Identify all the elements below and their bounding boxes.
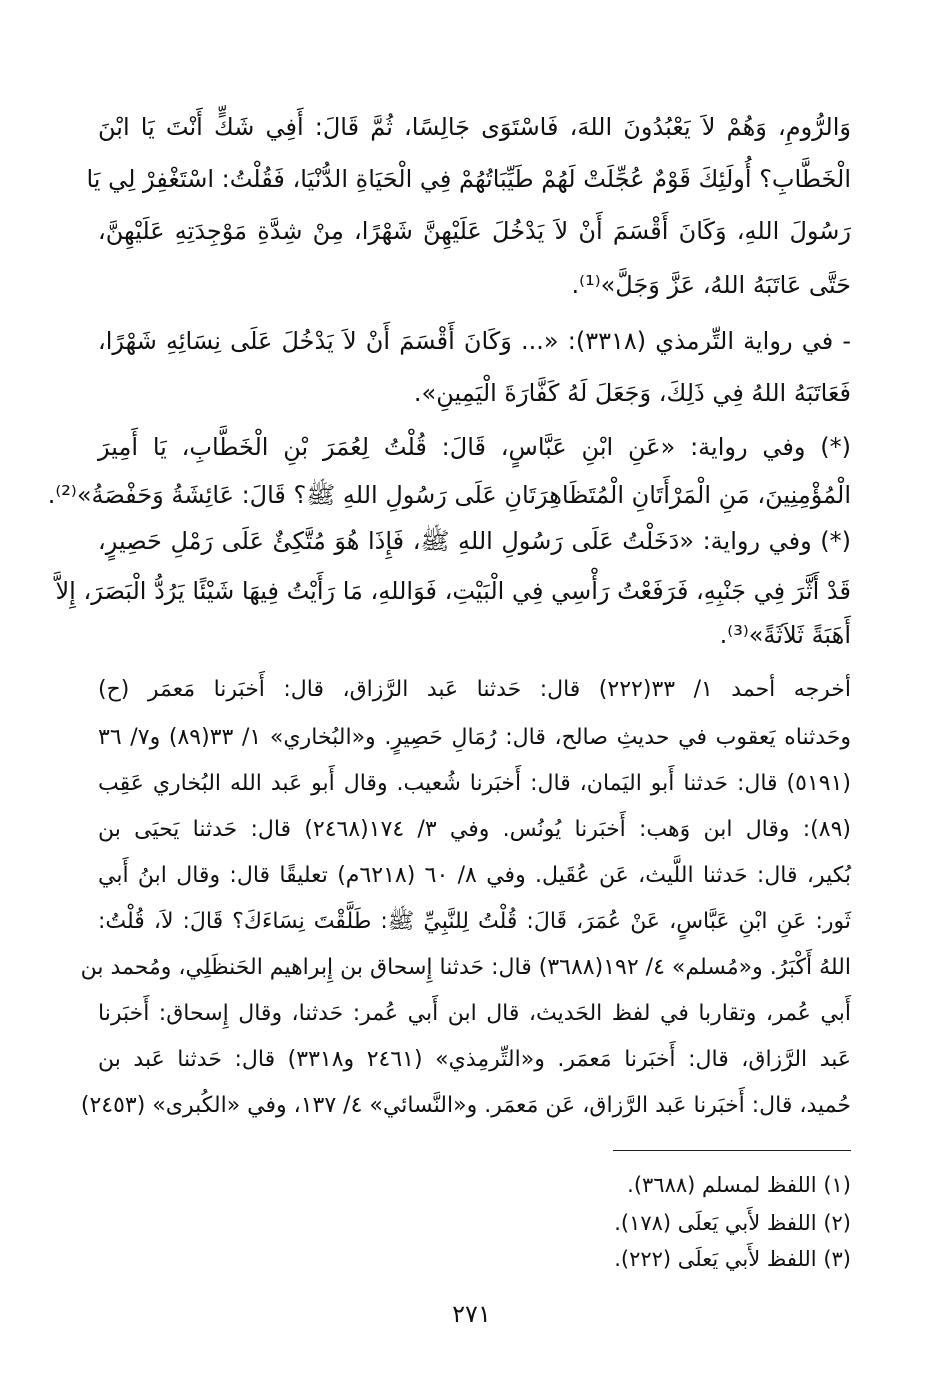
text-line: رَسُولَ اللهِ، وَكَانَ أَقْسَمَ أَنْ لاَ يَدْخُلَ عَلَيْهِنَّ شَهْرًا، مِنْ شِدَّةِ مَوْجِدَتِهِ عَلَيْهِنَّ،	[98, 217, 851, 245]
footnote-3: (٣) اللفظ لأَبي يَعلَى (٢٢٢).	[614, 1247, 851, 1271]
note-line: أَبي عُمر، وتقاربا في لفظ الحَديث، قال ابن أَبي عُمر: حَدثنا، وقال إِسحاق: أَخبَرنا	[98, 1001, 851, 1026]
note-line: أخرجه أحمد ١/ ٣٣(٢٢٢) قال: حَدثنا عَبد الرَّزاق، قال: أَخبَرنا مَعمَر (ح)	[98, 677, 852, 702]
text-line: الْمُؤْمِنِينَ، مَنِ الْمَرْأَتَانِ الْمُتَظَاهِرَتَانِ عَلَى رَسُولِ اللهِ ﷺ؟ قَالَ: عَائِشَةُ وَحَفْصَةُ»⁽²⁾.	[47, 481, 851, 509]
note-line: وحَدثناه يَعقوب في حديثِ صالح، قال: رُمَالِ حَصِيرٍ. و«البُخاري» ١/ ٣٣(٨٩) و٧/ ٣٦	[98, 725, 852, 750]
note-line: ثَور: عَنِ ابْنِ عَبَّاسٍ، عَنْ عُمَرَ، قَالَ: قُلْتُ لِلنَّبِيِّ ﷺ: طَلَّقْتَ نِسَاءَكَ؟ قَالَ: لاَ، قُلْتُ:	[98, 909, 851, 934]
text-line: فَعَاتَبَهُ اللهُ فِي ذَلِكَ، وَجَعَلَ لَهُ كَفَّارَةَ الْيَمِينِ».	[413, 379, 851, 407]
footnote-2: (٢) اللفظ لأَبي يَعلَى (١٧٨).	[614, 1211, 851, 1235]
note-line: (٥١٩١) قال: حَدثنا أَبو اليَمان، قال: أَخبَرنا شُعيب. وقال أَبو عَبد الله البُخاري عَقِب	[98, 771, 851, 796]
text-line: قَدْ أَثَّرَ فِي جَنْبِهِ، فَرَفَعْتُ رَأْسِي فِي الْبَيْتِ، فَوَاللهِ، مَا رَأَيْتُ فِيهَا شَيْئًا يَرُدُّ الْبَصَرَ، إِلاَّ	[55, 577, 851, 605]
note-line: (٨٩): وقال ابن وَهب: أَخبَرنا يُونُس. وفي ٣/ ١٧٤(٢٤٦٨) قال: حَدثنا يَحيَى بن	[98, 817, 851, 842]
note-line: عَبد الرَّزاق، قال: أَخبَرنا مَعمَر. و«التِّرمِذي» (٢٤٦١ و٣٣١٨) قال: حَدثنا عَبد بن	[98, 1047, 852, 1072]
text-line: (*) وفي رواية: «دَخَلْتُ عَلَى رَسُولِ اللهِ ﷺ، فَإِذَا هُوَ مُتَّكِئٌ عَلَى رَمْلِ حَصِيرٍ،	[98, 527, 851, 555]
text-line: (*) وفي رواية: «عَنِ ابْنِ عَبَّاسٍ، قَالَ: قُلْتُ لِعُمَرَ بْنِ الْخَطَّابِ، يَا أَمِيرَ	[98, 433, 851, 461]
note-line: بُكير، قال: حَدثنا اللَّيث، عَن عُقَيل. وفي ٨/ ٦٠ (٦٢١٨م) تعليقًا قال: وقال ابنُ أَبي	[98, 863, 852, 888]
text-line: أَهَبَةً ثَلاَثَةً»⁽³⁾.	[719, 621, 851, 649]
note-line: حُميد، قال: أَخبَرنا عَبد الرَّزاق، عَن مَعمَر. و«النَّسائي» ٤/ ١٣٧، وفي «الكُبرى» (٢٤٥٣)	[80, 1093, 851, 1118]
note-line: اللهُ أَكْبَرُ. و«مُسلم» ٤/ ١٩٢(٣٦٨٨) قال: حَدثنا إِسحاق بن إِبراهيم الحَنظَلِي، ومُحمد بن	[80, 955, 851, 980]
page-number: ٢٧١	[452, 1300, 491, 1328]
text-line: الْخَطَّابِ؟ أُولَئِكَ قَوْمٌ عُجِّلَتْ لَهُمْ طَيِّبَاتُهُمْ فِي الْحَيَاةِ الدُّنْيَا، فَقُلْتُ: اسْتَغْفِرْ لِي يَا	[86, 165, 851, 193]
text-line: - في رواية التِّرمذي (٣٣١٨): «... وَكَانَ أَقْسَمَ أَنْ لاَ يَدْخُلَ عَلَى نِسَائِهِ شَهْرًا،	[98, 327, 851, 355]
footnote-separator	[613, 1150, 851, 1151]
text-line: وَالرُّومِ، وَهُمْ لاَ يَعْبُدُونَ اللهَ، فَاسْتَوَى جَالِسًا، ثُمَّ قَالَ: أَفِي شَكٍّ أَنْتَ يَا ابْنَ	[98, 113, 851, 141]
footnote-1: (١) اللفظ لمسلم (٣٦٨٨).	[627, 1173, 851, 1197]
text-line: حَتَّى عَاتَبَهُ اللهُ، عَزَّ وَجَلَّ»⁽¹⁾.	[571, 271, 851, 299]
